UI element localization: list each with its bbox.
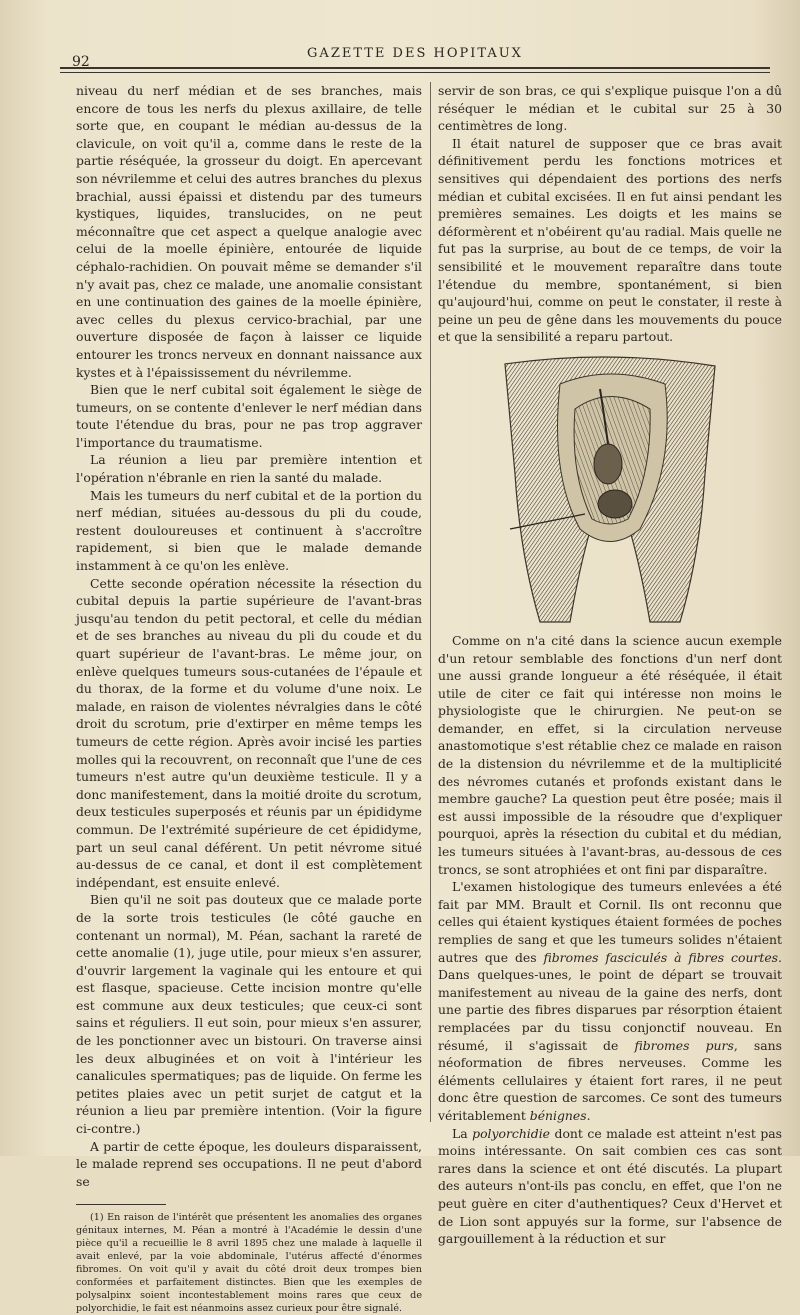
paragraph-histology: L'examen histologique des tumeurs enlevées a été fait par MM. Brault et Cornil. Ils ont reconnu que celles qui étaient kystiques étaient formées de poches remplies de sang et que les tumeurs solides n'étaient autres que des fibromes fasciculés à fibres courtes. Dans quelques-unes, le point de départ se trouvait manifestement au niveau de la gaine des nerfs, dont une partie des fibres disparues par résorption étaient remplacées par du tissu conjonctif nouveau. En résumé, il s'agissait de fibromes purs, sans néoformation de fibres nerveuses. Comme les éléments cellulaires y étaient fort rares, il ne peut donc être question de sarcomes. Ce sont des tumeurs véritablement bénignes. — [438, 879, 782, 1123]
header-rule-thick — [60, 67, 770, 69]
paragraph: servir de son bras, ce qui s'explique puisque l'on a dû réséquer le médian et le cubital sur 25 à 30 centimètres de long. — [438, 83, 782, 134]
anatomical-figure — [500, 354, 720, 624]
paragraph: Il était naturel de supposer que ce bras avait définitivement perdu les fonctions motrices et sensitives qui dépendaient des portions des nerfs médian et cubital excisées. Il en fut ainsi pendant les premières semaines. Les doigts et les mains se déformèrent et n'obéirent qu'au radial. Mais quelle ne fut pas la surprise, au bout de ce temps, de voir la sensibilité et le mouvement reparaître dans toute l'étendue du membre, spontanément, si bien qu'aujourd'hui, comme on peut le constater, il reste à peine un peu de gêne dans les mouvements du pouce et que la sensibilité a reparu partout. — [438, 135, 782, 345]
paragraph: La réunion a lieu par première intention et l'opération n'ébranle en rien la santé du malade. — [76, 452, 422, 486]
paragraph-polyorchidie: La polyorchidie dont ce malade est atteint n'est pas moins intéressante. On sait combien ces cas sont rares dans la science et ont été discutés. La plupart des auteurs n'ont-ils pas conclu, en effet, que l'on ne peut guère en citer d'authentiques? Ceux d'Hervet et de Lion sont appuyés sur la forme, sur l'absence de gargouillement à la réduction et sur — [438, 1125, 782, 1247]
footnote-rule — [76, 1204, 166, 1205]
paragraph: Comme on n'a cité dans la science aucun exemple d'un retour semblable des fonctions d'un nerf dont une aussi grande longueur a été réséquée, il était utile de citer ce fait qui intéresse non moins le physiologiste que le chirurgien. Ne peut-on se demander, en effet, si la circulation nerveuse anastomotique s'est rétablie chez ce malade en raison de la distension du névrilemme et de la multiplicité des névromes cutanés et profonds existant dans le membre gauche? La question peut être posée; mais il est aussi impossible de la résoudre que d'expliquer pourquoi, après la résection du cubital et du médian, les tumeurs situées à l'avant-bras, au-dessous de ces troncs, se sont atrophiées et ont fini par disparaître. — [438, 632, 782, 877]
page-number: 92 — [72, 54, 90, 70]
paragraph: Cette seconde opération nécessite la résection du cubital depuis la partie supérieure de l'avant-bras jusqu'au tendon du petit pectoral, et celle du médian et de ses branches au niveau du pli du coude et du quart supérieur de l'avant-bras. Le même jour, on enlève quelques tumeurs sous-cutanées de l'épaule et du thorax, de la forme et du volume d'une noix. Le malade, en raison de violentes névralgies dans le côté droit du scrotum, prie d'extirper en même temps les tumeurs de cette région. Après avoir incisé les parties molles qui la recouvrent, on reconnaît que l'une de ces tumeurs n'est autre qu'un deuxième testicule. Il y a donc manifestement, dans la moitié droite du scrotum, deux testicules superposés et réunis par un épididyme commun. De l'extrémité supérieure de cet épididyme, part un seul canal déférent. Un petit névrome situé au-dessus de ce canal, et dont il est complètement indépendant, est ensuite enlevé. — [76, 575, 422, 890]
paragraph: A partir de cette époque, les douleurs disparaissent, le malade reprend ses occupations. Il ne peut d'abord se — [76, 1138, 422, 1189]
right-column — [438, 82, 782, 1248]
paragraph: Bien qu'il ne soit pas douteux que ce malade porte de la sorte trois testicules (le côté gauche en contenant un normal), M. Péan, sachant la rareté de cette anomalie (1), juge utile, pour mieux s'en assurer, d'ouvrir largement la vaginale qui les entoure et qui est flasque, spacieuse. Cette incision montre qu'elle est commune aux deux testicules; que ceux-ci sont sains et réguliers. Il eut soin, pour mieux s'en assurer, de les ponctionner avec un bistouri. On traverse ainsi les deux albuginées et on voit à l'intérieur les canalicules spermatiques; pas de liquide. On ferme les petites plaies avec un petit surjet de catgut et la réunion a lieu par première intention. (Voir la figure ci-contre.) — [76, 892, 422, 1137]
paragraph: Mais les tumeurs du nerf cubital et de la portion du nerf médian, situées au-dessous du pli du coude, restent douloureuses et continuent à s'accroître rapidement, si bien que le malade demande instamment à ce qu'on les enlève. — [76, 487, 422, 574]
paragraph: Bien que le nerf cubital soit également le siège de tumeurs, on se contente d'enlever le nerf médian dans toute l'étendue du bras, pour ne pas trop aggraver l'importance du traumatisme. — [76, 382, 422, 450]
footnote: (1) En raison de l'intérêt que présentent les anomalies des organes génitaux internes, M. Péan a montré à l'Académie le dessin d'une pièce qu'il a recueillie le 8 avril 1895 chez une malade à laquelle il avait enlevé, par la voie abdominale, l'utérus affecté d'énormes fibromes. On voit qu'il y avait du côté droit deux trompes bien conformées et parfaitement distinctes. Bien que les exemples de polysalpinx soient incontestablement moins rares que ceux de polyorchidie, le fait est néanmoins assez curieux pour être signalé. — [76, 1212, 422, 1315]
page-header — [60, 40, 770, 80]
figure-engraving — [500, 354, 720, 624]
paragraph: niveau du nerf médian et de ses branches, mais encore de tous les nerfs du plexus axillaire, de telle sorte que, en coupant le médian au-dessus de la clavicule, on voit qu'il a, comme dans le reste de la partie réséquée, la grosseur du doigt. En apercevant son névrilemme et celui des autres branches du plexus brachial, aussi épaissi et distendu par des tumeurs kystiques, liquides, translucides, on ne peut méconnaître que cet aspect a quelque analogie avec celui de la moelle épinière, entourée de liquide céphalo-rachidien. On pouvait même se demander s'il n'y avait pas, chez ce malade, une anomalie consistant en une continuation des gaines de la moelle épinière, avec celles du plexus cervico-brachial, par une ouverture disposée de façon à laisser ce liquide entourer les troncs nerveux en donnant naissance aux kystes et à l'épaississement du névrilemme. — [76, 83, 423, 380]
left-column — [76, 82, 422, 1315]
testicle-upper — [594, 444, 622, 484]
column-divider — [430, 82, 431, 1122]
header-rule-thin — [60, 72, 770, 73]
journal-title: GAZETTE DES HOPITAUX — [307, 46, 523, 61]
testicle-lower — [598, 490, 632, 518]
